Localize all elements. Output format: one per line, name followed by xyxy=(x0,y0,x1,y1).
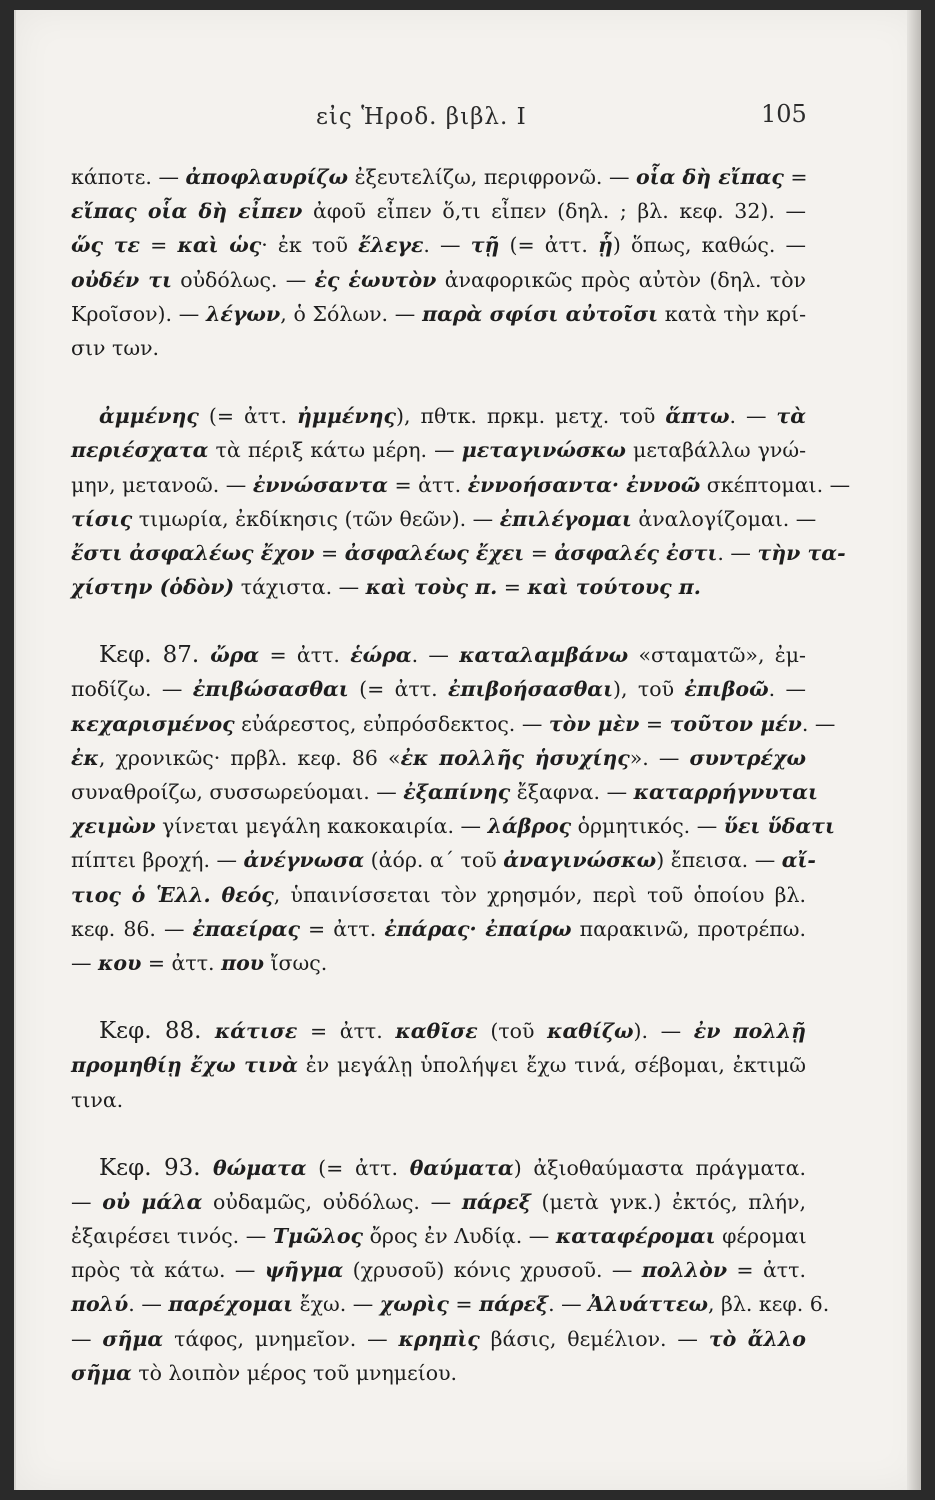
lemma: χίστην (ὁδὸν) xyxy=(71,575,235,600)
text-line xyxy=(71,1014,806,1048)
gloss: (= ἀττ. xyxy=(198,404,297,429)
gloss: = xyxy=(314,540,345,565)
gloss: = xyxy=(524,540,555,565)
text-line xyxy=(71,1219,806,1253)
gloss: ἀναφορικῶς πρὸς αὐτὸν (δηλ. τὸν xyxy=(436,267,807,292)
gloss: πρὸς τὰ κάτω. — xyxy=(71,1258,265,1283)
gloss: = xyxy=(783,165,808,189)
lemma: ἀσφαλές ἐστι xyxy=(554,540,718,565)
text-line xyxy=(71,228,806,262)
lemma: ἀποφλαυρίζω xyxy=(185,165,349,189)
lemma: παρέχομαι xyxy=(168,1292,294,1317)
lemma: καθῖσε xyxy=(395,1019,478,1044)
gloss: = xyxy=(497,575,528,600)
gloss: οὐδαμῶς, οὐδόλως. — xyxy=(202,1189,462,1214)
lemma: πάρεξ xyxy=(461,1189,531,1214)
text-line xyxy=(71,331,806,365)
lemma: θώματα xyxy=(212,1155,307,1180)
lemma: Τμῶλος xyxy=(272,1224,364,1249)
lemma: ἐπιβοῶ xyxy=(684,677,769,702)
text-line xyxy=(71,1287,830,1321)
gloss: ὁρμητικός. — xyxy=(571,814,724,839)
gloss: . — xyxy=(801,711,836,736)
gloss: κεφ. 86. — xyxy=(71,916,193,941)
page-header xyxy=(16,100,921,140)
lemma: ἅπτω xyxy=(665,404,730,429)
gloss: . — xyxy=(423,233,471,258)
gloss: ἔξαφνα. — xyxy=(510,780,634,804)
chapter-heading: Κεφ. 87. xyxy=(99,642,211,669)
gloss: — xyxy=(71,1326,103,1351)
lemma: οἷα δὴ εἴπας xyxy=(635,165,784,189)
gloss: ποδίζω. — xyxy=(71,677,193,702)
text-line xyxy=(71,707,836,741)
lemma: τιος ὁ Ἑλλ. θεός xyxy=(71,882,274,907)
lemma: τὰ xyxy=(776,404,806,429)
gloss: «σταματῶ», ἐμ- xyxy=(628,643,806,668)
lemma: ἀνέγνωσα xyxy=(243,848,365,873)
text-line xyxy=(71,741,806,775)
lemma: καὶ τούτους π. xyxy=(527,575,701,600)
gloss: ἀφοῦ εἶπεν ὅ,τι εἶπεν (δηλ. ; βλ. κεφ. 32). — xyxy=(302,199,806,224)
lemma: ἐννώσαντα xyxy=(252,472,388,497)
lemma: λάβρος xyxy=(487,814,572,839)
gloss: κατὰ τὴν κρί- xyxy=(658,301,807,326)
lemma: ἀμμένης xyxy=(99,404,199,429)
gloss: = xyxy=(639,711,670,736)
lemma: ἐπαείρας xyxy=(192,916,301,941)
lemma: ᾗ xyxy=(597,233,613,258)
text-line xyxy=(71,297,806,331)
text-line xyxy=(71,570,806,604)
text-line xyxy=(71,1048,806,1082)
gloss: μην, μετανοῶ. — xyxy=(71,472,253,497)
lemma: χωρὶς xyxy=(379,1292,449,1317)
text-line xyxy=(71,1356,806,1390)
page-edge xyxy=(907,10,921,1490)
gloss: φέρομαι xyxy=(715,1224,807,1249)
text-line xyxy=(71,1322,806,1356)
gloss: τάφος, μνημεῖον. — xyxy=(163,1326,399,1351)
gloss: (τοῦ xyxy=(477,1019,548,1044)
gloss: = ἀττ. xyxy=(300,916,385,941)
gloss: , βλ. κεφ. 6. xyxy=(708,1292,830,1317)
gloss: κάποτε. — xyxy=(71,165,186,189)
gloss: = ἀττ. xyxy=(387,472,468,497)
lemma: τίσις xyxy=(71,506,133,531)
gloss: πίπτει βροχή. — xyxy=(71,848,244,873)
gloss: ) ἀξιοθαύμαστα πράγματα. xyxy=(513,1155,807,1180)
lemma: ἠμμένης xyxy=(296,404,396,429)
gloss: τινα. xyxy=(71,1087,124,1112)
lemma: ἐν πολλῇ xyxy=(693,1019,806,1044)
commentary-text xyxy=(71,160,851,1390)
lemma: θαύματα xyxy=(409,1155,514,1180)
lemma: οὐ μάλα xyxy=(102,1189,203,1214)
gloss: οὐδόλως. — xyxy=(171,267,315,292)
text-line xyxy=(71,1151,806,1185)
lemma: πάρεξ xyxy=(479,1292,549,1317)
gloss: Κροῖσον). — xyxy=(71,301,207,326)
lemma: χειμὼν xyxy=(71,814,156,839)
gloss: (ἀόρ. α´ τοῦ xyxy=(364,848,504,873)
lemma: ἐξαπίνης xyxy=(403,780,511,804)
text-line xyxy=(71,946,806,980)
lemma: Ἀλυάττεω xyxy=(588,1292,709,1317)
gloss: συναθροίζω, συσσωρεύομαι. — xyxy=(71,780,404,804)
text-line xyxy=(71,502,817,536)
text-line xyxy=(71,843,816,877)
lemma: ὕει ὕδατι xyxy=(723,814,835,839)
chapter-heading: Κεφ. 93. xyxy=(99,1154,213,1181)
lemma: ἐπιβώσασθαι xyxy=(192,677,349,702)
text-line xyxy=(71,1083,806,1117)
gloss: . — xyxy=(548,1292,589,1317)
gloss: ), τοῦ xyxy=(613,677,685,702)
lemma: ὤρα xyxy=(210,643,260,668)
gloss: — xyxy=(71,1189,103,1214)
gloss: σκέπτομαι. — xyxy=(700,472,851,497)
lemma: πολλὸν xyxy=(641,1258,728,1283)
lemma: καταφέρομαι xyxy=(555,1224,716,1249)
lemma: καταλαμβάνω xyxy=(459,643,629,668)
lemma: παρὰ σφίσι αὐτοῖσι xyxy=(422,301,659,326)
gloss: . — xyxy=(729,404,777,429)
lemma: προμηθίῃ ἔχω τινὰ xyxy=(71,1053,298,1078)
gloss: . — xyxy=(411,643,460,668)
gloss: ἀναλογίζομαι. — xyxy=(631,506,817,531)
gloss: γίνεται μεγάλη κακοκαιρία. — xyxy=(155,814,488,839)
lemma: ἀναγινώσκω xyxy=(503,848,657,873)
gloss: ) ὅπως, καθώς. — xyxy=(612,233,807,258)
gloss: ἐν μεγάλῃ ὑπολήψει ἔχω τινά, σέβομαι, ἐκτιμῶ xyxy=(297,1053,807,1078)
gloss: . — xyxy=(128,1292,169,1317)
gloss: ». — xyxy=(629,745,690,770)
gloss: ἴσως. xyxy=(263,950,328,975)
gloss: (= ἀττ. xyxy=(306,1155,410,1180)
text-line xyxy=(71,809,835,843)
lemma: ἐκ πολλῆς ἡσυχίης xyxy=(400,745,630,770)
lemma: ἔλεγε xyxy=(358,233,424,258)
lemma: ἔστι ἀσφαλέως ἔχον xyxy=(71,540,315,565)
lemma: κρηπὶς xyxy=(398,1326,480,1351)
lemma: αἴ- xyxy=(781,848,816,873)
text-line xyxy=(71,263,806,297)
lemma: περιέσχατα xyxy=(71,438,209,463)
gloss: ) ἔπεισα. — xyxy=(656,848,782,873)
text-line xyxy=(71,433,806,467)
lemma: ἑώρα xyxy=(350,643,412,668)
lemma: λέγων xyxy=(206,301,281,326)
lemma: καὶ τοὺς π. xyxy=(365,575,498,600)
gloss: , ὑπαινίσσεται τὸν χρησμόν, περὶ τοῦ ὁποίου βλ. xyxy=(273,882,806,907)
gloss: ). — xyxy=(633,1019,694,1044)
lemma: ἐννοήσαντα· ἐννοῶ xyxy=(467,472,701,497)
gloss: (= ἀττ. xyxy=(348,677,449,702)
lemma: τῇ xyxy=(470,233,500,258)
gloss: = ἀττ. xyxy=(259,643,351,668)
gloss: . — xyxy=(717,540,758,565)
text-line xyxy=(71,160,806,194)
gloss: (μετὰ γνκ.) ἐκτός, πλήν, xyxy=(530,1189,806,1214)
lemma: σῆμα xyxy=(71,1360,132,1385)
lemma: μεταγινώσκω xyxy=(461,438,626,463)
paragraph xyxy=(71,1151,830,1390)
lemma: τὸν μὲν xyxy=(548,711,640,736)
lemma: εἴπας οἷα δὴ εἶπεν xyxy=(71,199,303,224)
lemma: κεχαρισμένος xyxy=(71,711,235,736)
text-line xyxy=(71,399,806,433)
paragraph xyxy=(71,399,851,604)
lemma: συντρέχω xyxy=(689,745,807,770)
gloss: μεταβάλλω γνώ- xyxy=(625,438,806,463)
book-page xyxy=(14,10,921,1490)
paragraph xyxy=(71,160,806,365)
gloss: . — xyxy=(768,677,806,702)
text-line xyxy=(71,672,806,706)
text-line xyxy=(71,878,806,912)
lemma: τὸ ἄλλο xyxy=(708,1326,806,1351)
lemma: ἀσφαλέως ἔχει xyxy=(344,540,525,565)
text-line xyxy=(71,468,851,502)
lemma: κου xyxy=(98,950,142,975)
lemma: σῆμα xyxy=(102,1326,164,1351)
text-line xyxy=(71,912,806,946)
lemma: ὥς τε xyxy=(71,233,141,258)
lemma: που xyxy=(221,950,264,975)
lemma: τὴν τα- xyxy=(757,540,846,565)
gloss: · ἐκ τοῦ xyxy=(261,233,359,258)
gloss: εὐάρεστος, εὐπρόσδεκτος. — xyxy=(234,711,549,736)
text-line xyxy=(71,1253,806,1287)
lemma: κάτισε xyxy=(214,1019,298,1044)
lemma: ψῆγμα xyxy=(264,1258,344,1283)
gloss: = ἀττ. xyxy=(727,1258,806,1283)
lemma: ἐπιλέγομαι xyxy=(499,506,632,531)
lemma: ἐκ xyxy=(71,745,99,770)
lemma: ἐς ἑωυτὸν xyxy=(314,267,437,292)
lemma: οὐδέν τι xyxy=(71,267,172,292)
gloss: ), πθτκ. πρκμ. μετχ. τοῦ xyxy=(395,404,666,429)
paragraph xyxy=(71,638,836,980)
gloss: τιμωρία, ἐκδίκησις (τῶν θεῶν). — xyxy=(132,506,500,531)
gloss: τάχιστα. — xyxy=(234,575,366,600)
gloss: ὄρος ἐν Λυδίᾳ. — xyxy=(363,1224,556,1249)
gloss: = ἀττ. xyxy=(141,950,222,975)
gloss: τὸ λοιπὸν μέρος τοῦ μνημείου. xyxy=(131,1360,458,1385)
gloss: = ἀττ. xyxy=(297,1019,396,1044)
gloss: σιν των. xyxy=(71,335,160,360)
text-line xyxy=(71,775,818,809)
lemma: πολύ xyxy=(71,1292,129,1317)
gloss: — xyxy=(71,950,99,975)
lemma: ἐπιβοήσασθαι xyxy=(448,677,613,702)
gloss: βάσις, θεμέλιον. — xyxy=(479,1326,709,1351)
page-number: 105 xyxy=(761,100,807,128)
lemma: καταρρήγνυται xyxy=(633,780,818,804)
lemma: καὶ ὡς xyxy=(177,233,262,258)
gloss: = xyxy=(140,233,178,258)
lemma: τοῦτον μέν xyxy=(669,711,802,736)
text-line xyxy=(71,638,806,672)
gloss: , χρονικῶς· πρβλ. κεφ. 86 « xyxy=(98,745,401,770)
chapter-heading: Κεφ. 88. xyxy=(99,1018,215,1045)
paragraph xyxy=(71,1014,806,1117)
gloss: = xyxy=(448,1292,480,1317)
gloss: ἐξαιρέσει τινός. — xyxy=(71,1224,273,1249)
lemma: ἐπάρας· ἐπαίρω xyxy=(384,916,572,941)
text-line xyxy=(71,1185,806,1219)
gloss: ἐξευτελίζω, περιφρονῶ. — xyxy=(348,165,636,189)
text-line xyxy=(71,194,806,228)
gloss: , ὁ Σόλων. — xyxy=(280,301,423,326)
running-title: εἰς Ἡροδ. βιβλ. Ι xyxy=(316,104,527,130)
gloss: (χρυσοῦ) κόνις χρυσοῦ. — xyxy=(343,1258,642,1283)
gloss: παρακινῶ, προτρέπω. xyxy=(571,916,806,941)
gloss: τὰ πέριξ κάτω μέρη. — xyxy=(208,438,462,463)
gloss: (= ἀττ. xyxy=(499,233,598,258)
gloss: ἔχω. — xyxy=(293,1292,380,1317)
lemma: καθίζω xyxy=(547,1019,634,1044)
text-line xyxy=(71,536,846,570)
